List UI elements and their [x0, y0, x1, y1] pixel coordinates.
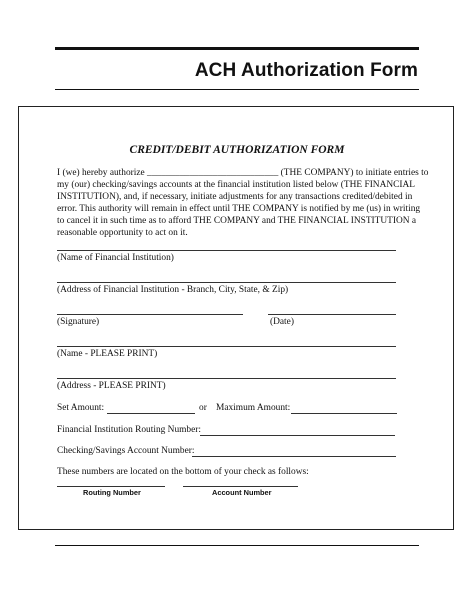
check-account-line: [183, 486, 298, 487]
date-line[interactable]: [268, 314, 396, 315]
paragraph-line: to cancel it in such time as to afford THE COMPANY and THE FINANCIAL INSTITUTION a: [57, 216, 417, 226]
paragraph-line: reasonable opportunity to act on it.: [57, 228, 188, 238]
signature-caption: (Signature): [57, 317, 100, 327]
address-line[interactable]: [57, 378, 396, 379]
bottom-rule: [55, 545, 419, 546]
check-routing-caption: Routing Number: [83, 488, 141, 497]
maximum-amount-label: Maximum Amount:: [216, 403, 291, 413]
account-number-label: Checking/Savings Account Number:: [57, 446, 195, 456]
paragraph-line: INSTITUTION), and, if necessary, initiate adjustments for any transactions credited/debited in: [57, 192, 413, 202]
account-number-line[interactable]: [192, 456, 396, 457]
financial-institution-caption: (Name of Financial Institution): [57, 253, 174, 263]
name-caption: (Name - PLEASE PRINT): [57, 349, 158, 359]
name-line[interactable]: [57, 346, 396, 347]
set-amount-line[interactable]: [107, 413, 195, 414]
routing-number-label: Financial Institution Routing Number:: [57, 425, 201, 435]
check-account-caption: Account Number: [212, 488, 272, 497]
check-note: These numbers are located on the bottom of your check as follows:: [57, 467, 309, 477]
paragraph-line: my (our) checking/savings accounts at the financial institution listed below (THE FINANCIAL: [57, 180, 415, 190]
financial-institution-line[interactable]: [57, 250, 396, 251]
address-caption: (Address - PLEASE PRINT): [57, 381, 166, 391]
top-rule: [55, 47, 419, 50]
signature-line[interactable]: [57, 314, 243, 315]
fi-address-caption: (Address of Financial Institution - Branch, City, State, & Zip): [57, 285, 289, 295]
title-underline: [55, 89, 419, 90]
maximum-amount-line[interactable]: [291, 413, 397, 414]
check-routing-line: [57, 486, 165, 487]
routing-number-line[interactable]: [200, 435, 395, 436]
paragraph-line: error. This authority will remain in effect until THE COMPANY is notified by me (us) in writing: [57, 204, 421, 214]
set-amount-label: Set Amount:: [57, 403, 105, 413]
or-label: or: [199, 403, 207, 413]
page-title: ACH Authorization Form: [194, 60, 418, 81]
paragraph-line: I (we) hereby authorize ____________________________ (THE COMPANY) to initiate entries to: [57, 168, 429, 178]
date-caption: (Date): [270, 317, 294, 327]
form-heading: CREDIT/DEBIT AUTHORIZATION FORM: [129, 144, 345, 156]
fi-address-line[interactable]: [57, 282, 396, 283]
